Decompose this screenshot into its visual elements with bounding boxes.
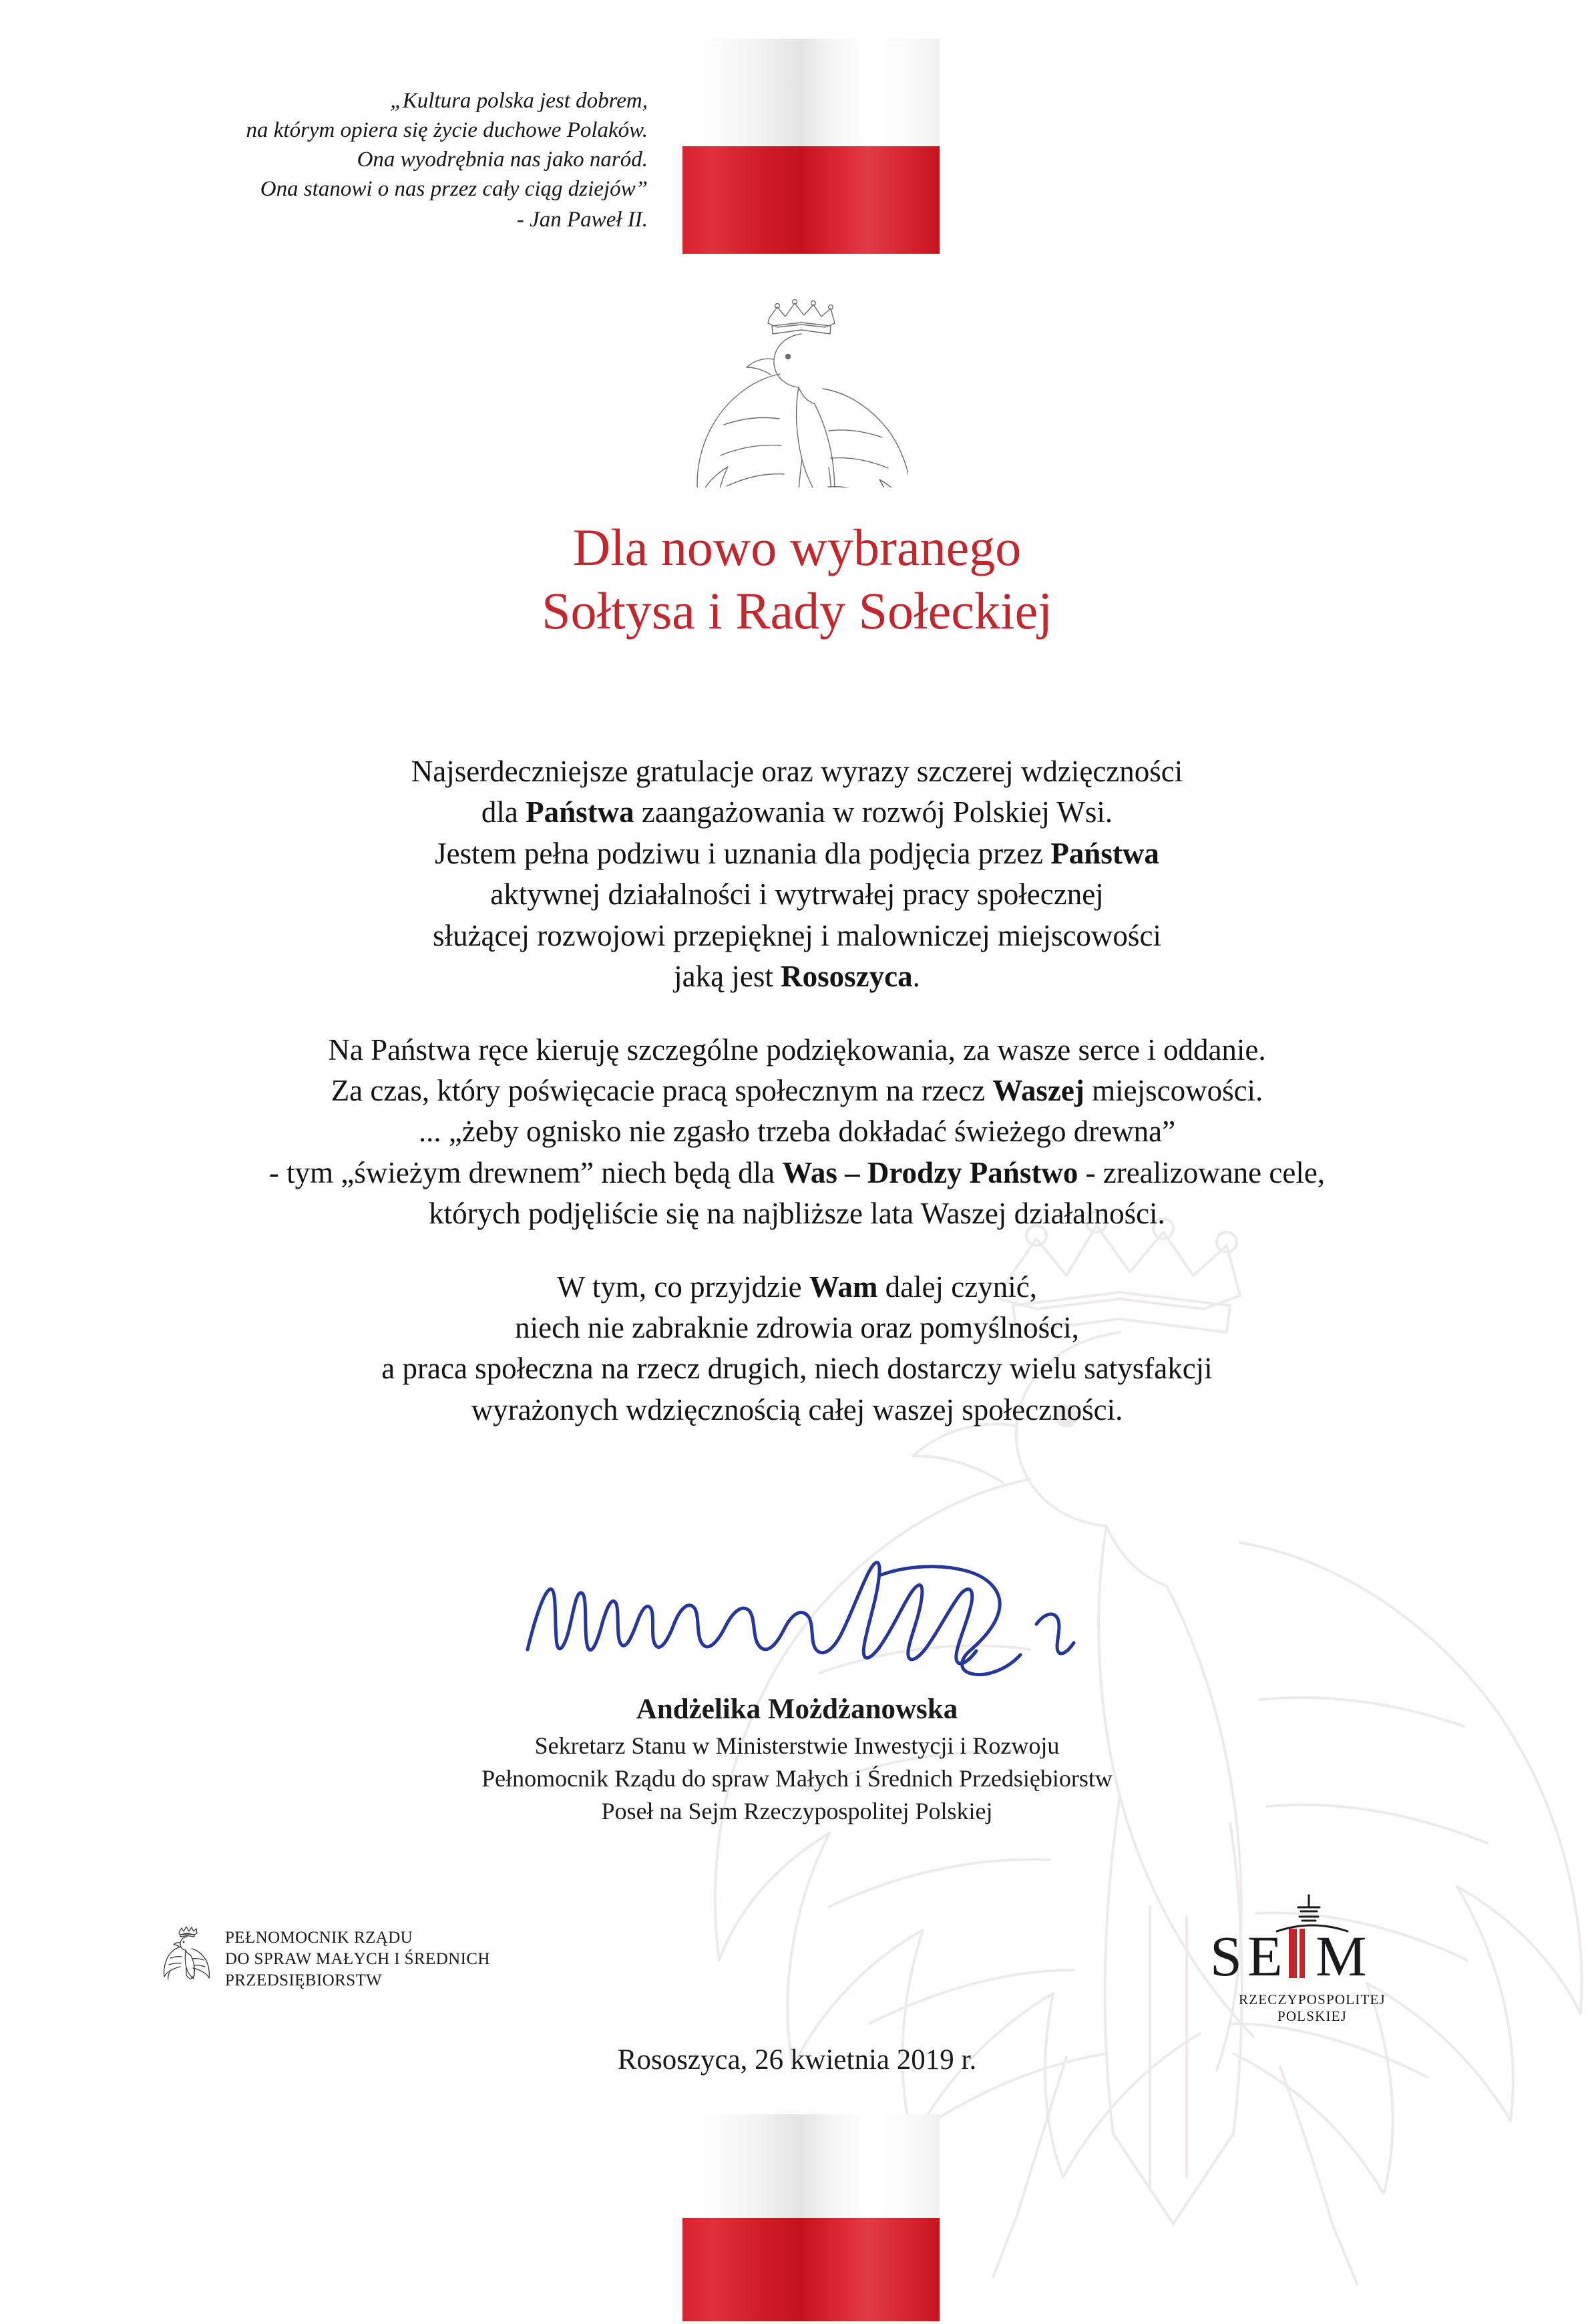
polish-flag-bottom [682, 2114, 940, 2321]
paragraph-2-line-3: ... „żeby ognisko nie zgasło trzeba dokładać świeżego drewna” [418, 1115, 1176, 1149]
paragraph-1-line-6: jaką jest Rososzyca. [674, 960, 920, 994]
signer-title-3: Poseł na Sejm Rzeczypospolitej Polskiej [601, 1797, 993, 1824]
paragraph-1-line-4: aktywnej działalności i wytrwałej pracy społecznej [490, 878, 1104, 912]
signer-titles [0, 1730, 1594, 1828]
sejm-logo [1202, 1890, 1422, 2025]
polish-flag-top [682, 39, 940, 254]
quote-attribution: - Jan Paweł II. [516, 207, 648, 232]
svg-text:E: E [1247, 1924, 1287, 1988]
paragraph-3-line-3: a praca społeczna na rzecz drugich, niech dostarczy wielu satysfakcji [381, 1352, 1213, 1386]
polish-eagle-crest [694, 287, 908, 488]
paragraph-2-line-4: - tym „świeżym drewnem” niech będą dla Was – Drodzy Państwo - zrealizowane cele, [268, 1155, 1326, 1189]
title-line-1: Dla nowo wybranego [572, 518, 1022, 576]
polish-eagle-small-icon [164, 1923, 210, 1979]
paragraph-2-line-2: Za czas, który poświęcacie pracą społecznym na rzecz Waszej miejscowości. [331, 1073, 1263, 1107]
signer-name: Andżelika Możdżanowska [636, 1694, 958, 1725]
handwritten-signature [508, 1549, 1162, 1703]
paragraph-3 [0, 1267, 1594, 1431]
plenipotentiary-line-2: DO SPRAW MAŁYCH I ŚREDNICH [225, 1950, 490, 1968]
paragraph-3-line-4: wyrażonych wdzięcznością całej waszej społeczności. [471, 1392, 1123, 1426]
paragraph-2-line-5: których podjęliście się na najbliższe lata Waszej działalności. [429, 1197, 1165, 1231]
place-and-date: Rososzyca, 26 kwietnia 2019 r. [617, 2044, 977, 2076]
plenipotentiary-line-1: PEŁNOMOCNIK RZĄDU [225, 1929, 413, 1947]
paragraph-1-line-3: Jestem pełna podziwu i uznania dla podjęcia przez Państwa [435, 836, 1159, 870]
flag-white-band [682, 2114, 940, 2218]
flag-red-band [682, 2218, 940, 2321]
plenipotentiary-line-3: PRZEDSIĘBIORSTW [225, 1971, 383, 1989]
page-title [0, 516, 1594, 642]
quote-line-1: „Kultura polska jest dobrem, [390, 89, 648, 113]
signer-title-2: Pełnomocnik Rządu do spraw Małych i Średnich Przedsiębiorstw [481, 1764, 1113, 1792]
flag-red-band [682, 146, 940, 254]
paragraph-1-line-2: dla Państwa zaangażowania w rozwój Polskiej Wsi. [481, 795, 1113, 829]
paragraph-1-line-1: Najserdeczniejsze gratulacje oraz wyrazy szczerej wdzięczności [411, 755, 1183, 788]
svg-text:S: S [1210, 1924, 1247, 1988]
paragraph-3-line-1: W tym, co przyjdzie Wam dalej czynić, [557, 1270, 1037, 1304]
paragraph-2 [0, 1030, 1594, 1235]
paragraph-1-line-5: służącej rozwojowi przepięknej i malowniczej miejscowości [433, 918, 1161, 952]
paragraph-2-line-1: Na Państwa ręce kieruję szczególne podziękowania, za wasze serce i oddanie. [328, 1032, 1266, 1067]
plenipotentiary-logo-text [225, 1923, 490, 1991]
signer-title-1: Sekretarz Stanu w Ministerstwie Inwestycji i Rozwoju [534, 1732, 1060, 1759]
svg-text:M: M [1316, 1924, 1372, 1988]
paragraph-1 [0, 751, 1594, 998]
government-plenipotentiary-logo [164, 1923, 490, 1991]
title-line-2: Sołtysa i Rady Sołeckiej [542, 582, 1052, 640]
sejm-wordmark-icon [1202, 1890, 1422, 1990]
sejm-subtitle: RZECZYPOSPOLITEJ POLSKIEJ [1239, 1991, 1386, 2024]
quote-line-4: Ona stanowi o nas przez cały ciąg dziejów” [260, 176, 648, 201]
quote-line-2: na którym opiera się życie duchowe Polaków. [246, 118, 648, 142]
quote-line-3: Ona wyodrębnia nas jako naród. [357, 147, 648, 172]
letter-body [0, 751, 1594, 1463]
paragraph-3-line-2: niech nie zabraknie zdrowia oraz pomyślności, [515, 1311, 1079, 1345]
opening-quote [60, 87, 648, 234]
flag-white-band [682, 39, 940, 146]
